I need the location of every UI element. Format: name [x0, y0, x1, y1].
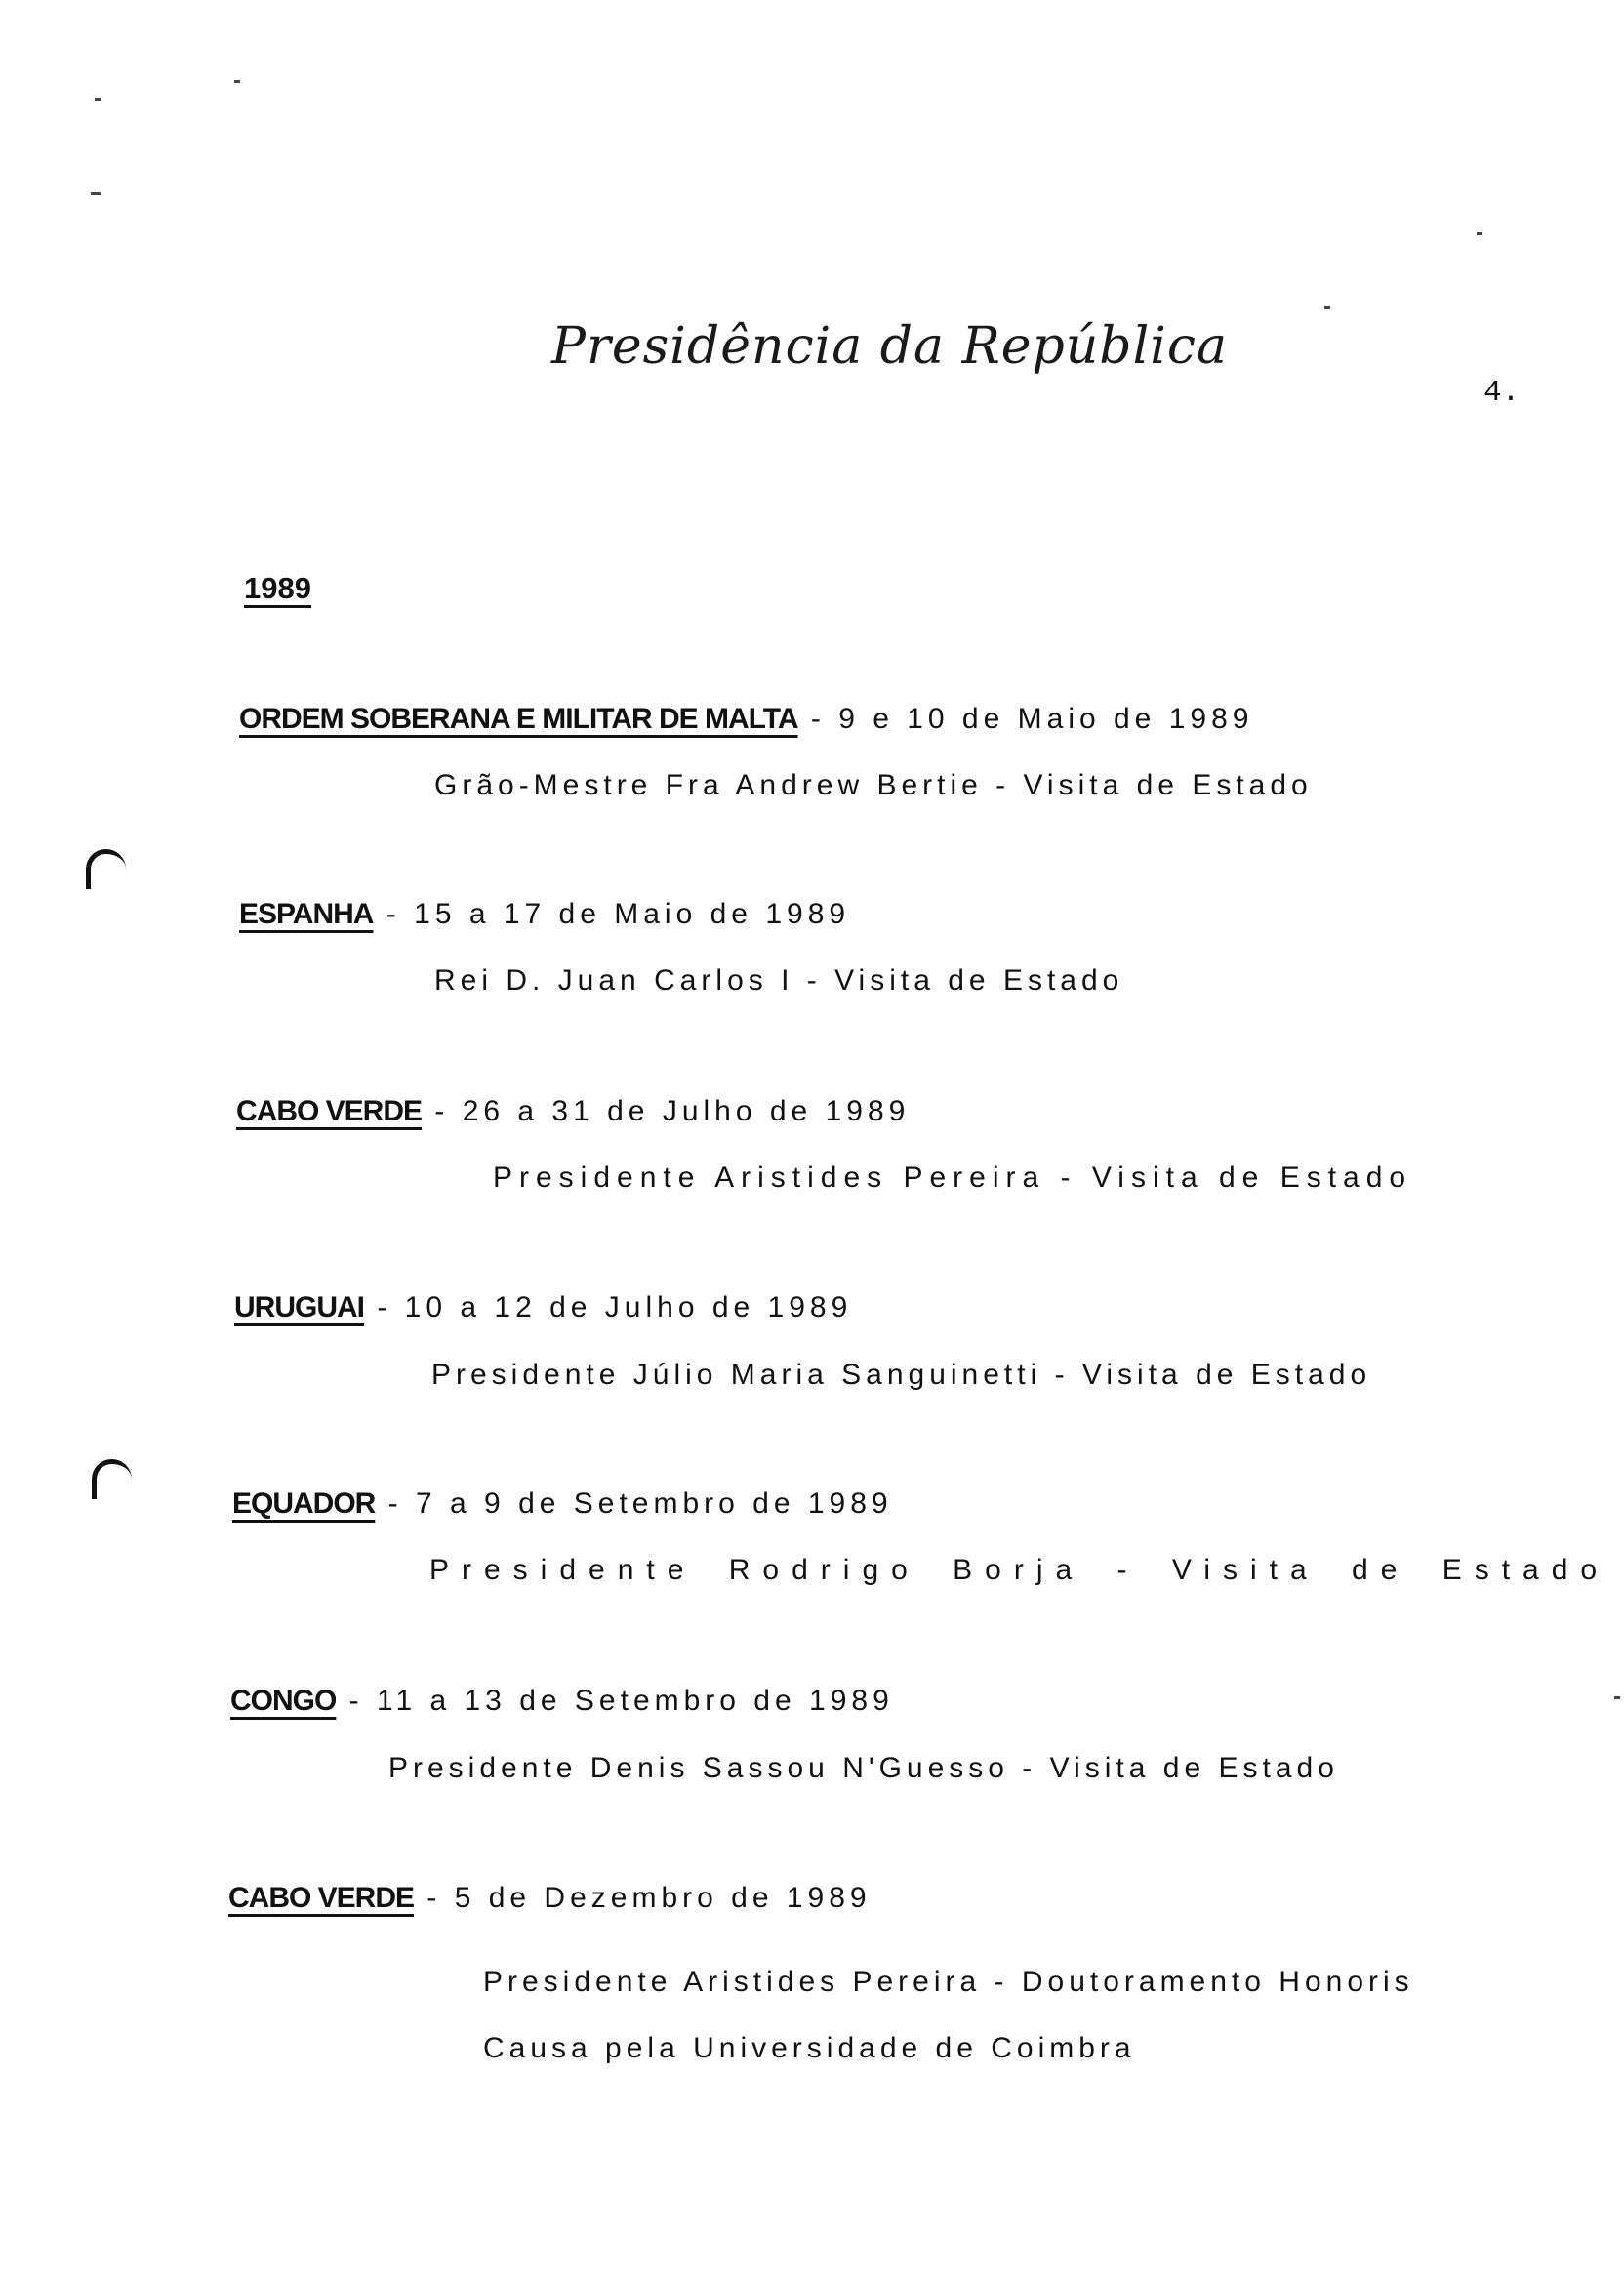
entry-dates: - 15 a 17 de Maio de 1989 — [373, 898, 851, 930]
entry-country: CABO VERDE — [236, 1095, 423, 1127]
entry-detail-line: Causa pela Universidade de Coimbra — [483, 2032, 1136, 2064]
scan-speck — [234, 80, 240, 83]
year-heading: 1989 — [244, 571, 311, 605]
scan-speck — [1614, 1696, 1620, 1699]
entry-dates: - 5 de Dezembro de 1989 — [414, 1882, 872, 1914]
entry-detail — [429, 1554, 1609, 1587]
entry-detail-line: Rei D. Juan Carlos I - Visita de Estado — [434, 964, 1124, 997]
entry-detail — [388, 1752, 1339, 1785]
entry-detail-line: Presidente Aristides Pereira - Visita de Estado — [493, 1161, 1413, 1194]
entry-dates: - 26 a 31 de Julho de 1989 — [422, 1095, 911, 1127]
entry-country: EQUADOR — [232, 1487, 376, 1520]
entry-country: URUGUAI — [234, 1291, 364, 1323]
entry-heading — [232, 1487, 893, 1521]
scan-speck — [1324, 306, 1330, 309]
entry-country: ESPANHA — [239, 898, 374, 930]
entry-heading — [234, 1291, 852, 1324]
binder-hole-mark — [86, 849, 126, 889]
entry-dates: - 10 a 12 de Julho de 1989 — [364, 1291, 853, 1323]
entry-detail — [493, 1161, 1412, 1195]
entry-detail-line: Presidente Júlio Maria Sanguinetti - Visita de Estado — [431, 1359, 1372, 1391]
entry-heading — [236, 1095, 910, 1128]
entry-dates: - 7 a 9 de Setembro de 1989 — [375, 1487, 893, 1520]
entry-detail — [483, 1949, 1414, 2082]
entry-heading — [239, 703, 1253, 736]
entry-country: ORDEM SOBERANA E MILITAR DE MALTA — [239, 703, 798, 735]
entry-detail — [434, 769, 1313, 802]
letterhead-title: Presidência da República — [551, 317, 1228, 376]
scan-speck — [1477, 232, 1482, 235]
entry-detail-line: Presidente Aristides Pereira - Doutoramento Honoris — [483, 1966, 1414, 1998]
scan-speck — [95, 98, 101, 101]
entry-heading — [230, 1685, 894, 1718]
entry-detail-line: Presidente Denis Sassou N'Guesso - Visita de Estado — [388, 1752, 1339, 1784]
binder-hole-mark — [92, 1459, 132, 1499]
entry-heading — [228, 1882, 872, 1915]
entry-detail — [434, 964, 1123, 998]
entry-dates: - 9 e 10 de Maio de 1989 — [797, 703, 1254, 735]
entry-detail-line: Presidente Rodrigo Borja - Visita de Estado — [429, 1554, 1610, 1586]
page-number: 4. — [1483, 376, 1521, 410]
entry-detail — [431, 1359, 1371, 1392]
entry-country: CABO VERDE — [228, 1882, 415, 1914]
entry-country: CONGO — [230, 1685, 337, 1717]
scan-speck — [91, 192, 101, 195]
entry-detail-line: Grão-Mestre Fra Andrew Bertie - Visita de Estado — [434, 769, 1313, 801]
entry-dates: - 11 a 13 de Setembro de 1989 — [336, 1685, 894, 1717]
entry-heading — [239, 898, 850, 931]
